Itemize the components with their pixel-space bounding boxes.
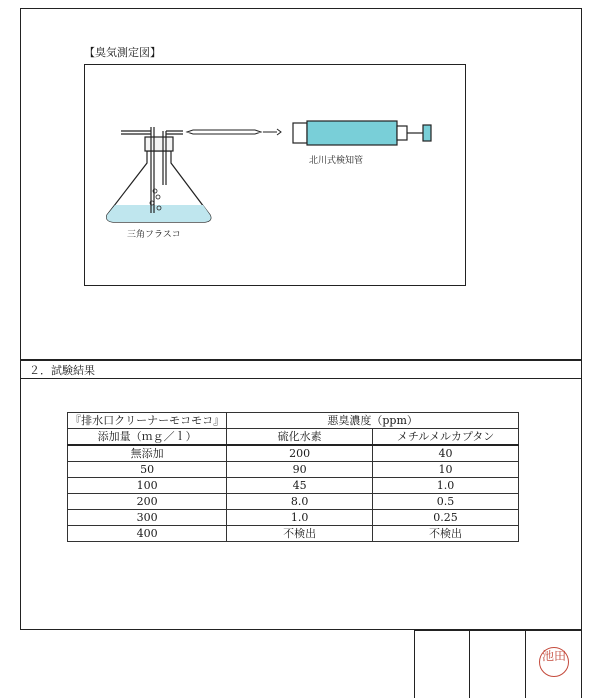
hanko-seal: 池田 xyxy=(539,647,569,677)
amount-cell: 100 xyxy=(68,478,227,494)
mm-cell: 0.5 xyxy=(373,494,519,510)
amount-cell: 200 xyxy=(68,494,227,510)
odor-measurement-diagram xyxy=(84,64,466,286)
results-section-bar xyxy=(20,360,582,379)
table-row xyxy=(68,526,519,542)
table-row xyxy=(68,462,519,478)
h2s-cell: 200 xyxy=(227,445,373,462)
header-product: 『排水口クリーナーモコモコ』 xyxy=(68,413,227,429)
amount-cell: 300 xyxy=(68,510,227,526)
diagram-svg xyxy=(85,65,464,284)
mm-cell: 不検出 xyxy=(373,526,519,542)
h2s-cell: 不検出 xyxy=(227,526,373,542)
header-hydrogen-sulfide: 硫化水素 xyxy=(227,429,373,446)
table-row xyxy=(68,510,519,526)
gas-detector-tube xyxy=(293,121,431,145)
stamp-box-3 xyxy=(526,630,582,698)
stamp-box-2 xyxy=(470,630,526,698)
tube-label: 北川式検知管 xyxy=(309,156,364,166)
h2s-cell: 45 xyxy=(227,478,373,494)
h2s-cell: 1.0 xyxy=(227,510,373,526)
table-row xyxy=(68,478,519,494)
header-amount: 添加量（ｍｇ／ｌ） xyxy=(68,429,227,446)
mm-cell: 0.25 xyxy=(373,510,519,526)
results-section-title: ２．試験結果 xyxy=(29,364,95,377)
amount-cell: 50 xyxy=(68,462,227,478)
erlenmeyer-flask xyxy=(107,127,211,222)
mm-cell: 10 xyxy=(373,462,519,478)
header-methyl-mercaptan: メチルメルカプタン xyxy=(373,429,519,446)
table-row xyxy=(68,494,519,510)
header-odor-concentration: 悪臭濃度（ppm） xyxy=(227,413,519,429)
diagram-title: 【臭気測定図】 xyxy=(84,46,161,59)
amount-cell: 400 xyxy=(68,526,227,542)
h2s-cell: 8.0 xyxy=(227,494,373,510)
amount-cell: 無添加 xyxy=(68,445,227,462)
table-row xyxy=(68,445,519,462)
results-table xyxy=(67,412,519,542)
h2s-cell: 90 xyxy=(227,462,373,478)
flask-label: 三角フラスコ xyxy=(127,230,181,240)
mm-cell: 1.0 xyxy=(373,478,519,494)
stamp-box-1 xyxy=(414,630,470,698)
probe-tube xyxy=(187,129,281,135)
mm-cell: 40 xyxy=(373,445,519,462)
